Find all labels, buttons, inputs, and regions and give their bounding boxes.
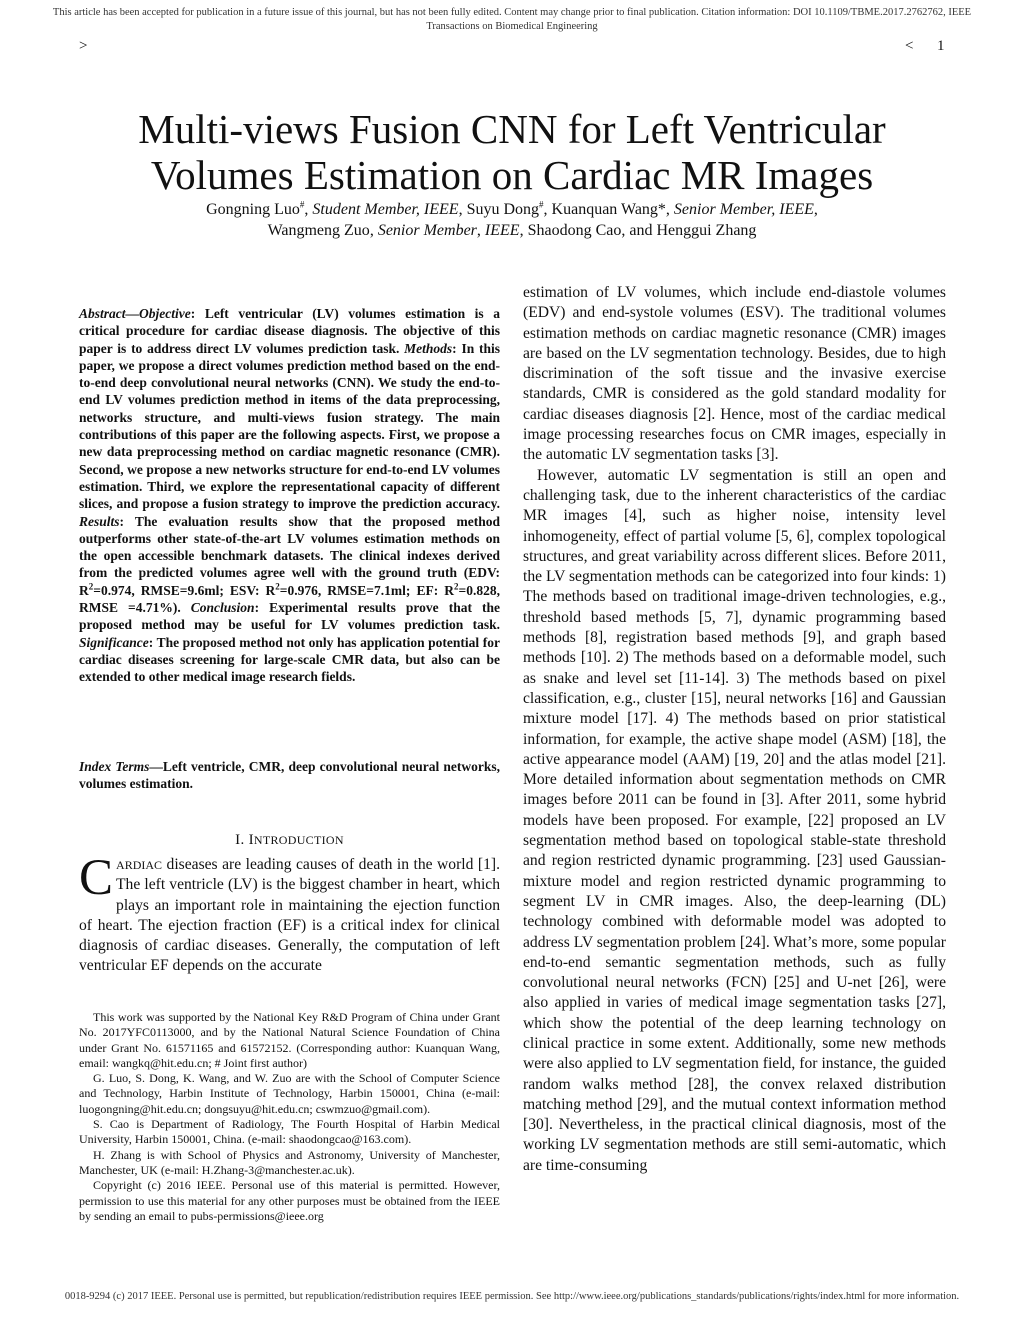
conclusion-text: : Experimental results prove that the proposed method may be useful for LV volumes prediction task. bbox=[79, 600, 500, 633]
banner-line-2: Transactions on Biomedical Engineering bbox=[426, 21, 598, 32]
author-4-role: Senior Member bbox=[377, 222, 477, 239]
section-title-initial: I bbox=[248, 832, 254, 848]
author-3: Kuanquan Wang* bbox=[551, 201, 666, 218]
objective-label: Objective bbox=[139, 306, 191, 321]
introduction-paragraph bbox=[79, 850, 500, 977]
abstract-label: Abstract— bbox=[79, 306, 140, 321]
results-text-b: =0.974, RMSE=9.6ml; ESV: R bbox=[93, 582, 276, 598]
results-text-d: =0.828, RMSE =4.71%). bbox=[79, 582, 500, 616]
footnotes bbox=[79, 1010, 500, 1224]
author-1-role: Student Member, IEEE bbox=[312, 201, 459, 218]
conclusion-label: Conclusion bbox=[190, 600, 255, 616]
methods-text: : In this paper, we propose a direct volumes prediction method based on the end-to-end deep convolutional neural networks (CNN). We study the end-to-end LV volumes prediction method in items of the data preprocessing, networks structure, and multi-views fusion strategy. The main contributions of this paper are the following aspects. First, we propose a new data preprocessing method on cardiac magnetic resonance (CMR). Second, we propose a new networks structure for end-to-end LV volumes estimation. Third, we explore the representational capacity of different slices, and propose a fusion strategy to improve the prediction accuracy. bbox=[79, 340, 500, 512]
index-terms bbox=[79, 758, 500, 793]
author-2-mark: # bbox=[539, 199, 544, 210]
section-heading-introduction bbox=[79, 832, 500, 849]
header-middle-marker: < bbox=[905, 38, 914, 54]
r-squared-1: 2 bbox=[88, 581, 94, 592]
paper-title bbox=[60, 106, 964, 198]
abstract bbox=[79, 305, 500, 686]
significance-label: Significance bbox=[79, 634, 149, 650]
objective-text: : Left ventricular (LV) volumes estimation is a critical procedure for cardiac disease diagnosis. The objective of this paper is to address direct LV volumes prediction task. bbox=[79, 306, 500, 356]
copyright-footer: 0018-9294 (c) 2017 IEEE. Personal use is permitted, but republication/redistribution requires IEEE permission. See http://www.ieee.org/publications_standards/publications/rights/index.html for more information. bbox=[64, 1291, 960, 1302]
author-1-mark: # bbox=[299, 199, 305, 210]
author-4: Wangmeng Zuo bbox=[267, 222, 370, 239]
footnote-affiliation-3: H. Zhang is with School of Physics and Astronomy, University of Manchester, Manchester, UK (e-mail: H.Zhang-3@manchester.ac.uk). bbox=[79, 1147, 500, 1177]
right-column bbox=[523, 283, 946, 1176]
results-text-c: =0.976, RMSE=7.1ml; EF: R bbox=[279, 582, 455, 598]
r-squared-2: 2 bbox=[275, 581, 280, 592]
intro-text: diseases are leading causes of death in the world [1]. The left ventricle (LV) is the biggest chamber in heart, which plays an important role in maintaining the ejection function of heart. The ejection fraction (EF) is a critical index for clinical diagnosis of cardiac diseases. Generally, the computation of left ventricular EF depends on the accurate bbox=[79, 856, 500, 975]
right-paragraph-1: estimation of LV volumes, which include end-diastole volumes (EDV) and end-systole volumes (ESV). The traditional volumes estimation methods on cardiac magnetic resonance (CMR) images are based on the LV segmentation technology. Besides, due to high discrimination of the soft tissue and the invasive exercise standards, CMR is considered as the gold standard modality for cardiac diseases diagnosis [2]. Hence, most of the cardiac medical image processing researches focus on CMR images, especially in the automatic LV segmentation tasks [3]. bbox=[523, 284, 946, 464]
footnote-affiliation-1: G. Luo, S. Dong, K. Wang, and W. Zuo are with the School of Computer Science and Technology, Harbin Institute of Technology, Harbin 150001, China (e-mail: luogongning@hit.edu.cn; dongsuyu@hit.edu.cn; cswmzuo@gmail.com). bbox=[79, 1071, 500, 1116]
intro-small-caps: ARDIAC bbox=[116, 858, 163, 872]
author-2: Suyu Dong bbox=[466, 201, 540, 218]
page-number: 1 bbox=[937, 38, 945, 54]
significance-text: : The proposed method not only has application potential for cardiac diseases screening for large-scale CMR data, but also can be extended to other medical image research fields. bbox=[79, 634, 500, 685]
author-4-role-2: IEEE bbox=[484, 222, 520, 239]
footnote-affiliation-2: S. Cao is Department of Radiology, The Fourth Hospital of Harbin Medical University, Harbin 150001, China. (e-mail: shaodongcao@163.com). bbox=[79, 1117, 500, 1147]
author-5-6: Shaodong Cao, and Henggui Zhang bbox=[527, 222, 757, 239]
footnote-copyright: Copyright (c) 2016 IEEE. Personal use of this material is permitted. However, permission to use this material for any other purposes must be obtained from the IEEE by sending an email to pubs-permissions@ieee.org bbox=[79, 1178, 500, 1223]
results-label: Results bbox=[79, 513, 120, 529]
banner-line-1: This article has been accepted for publication in a future issue of this journal, but has not been fully edited. Content may change prior to final publication. Citation information: DOI 10.1109/TBME.2017.2762762, IEEE bbox=[52, 7, 972, 18]
index-terms-label: Index Terms bbox=[79, 759, 150, 774]
drop-cap: C bbox=[79, 850, 114, 906]
right-paragraph-2: However, automatic LV segmentation is still an open and challenging task, due to the inherent characteristics of the cardiac MR images [4], such as higher noise, intensity level inhomogeneity, effect of partial volume [5, 6], complex topological structures, and great variability across different slices. Before 2011, the LV segmentation methods can be categorized into four kinds: 1) The methods based on traditional image-driven technologies, e.g., threshold based methods [5, 7], dynamic programming based methods [8], registration based methods [9], and graph based methods [10]. 2) The methods based on a deformable model, such as snake and level set [11-14]. 3) The methods based on pixel classification, e.g., cluster [15], neural networks [16] and Gaussian mixture model [17]. 4) The methods based on prior statistical information, for example, the active shape model (ASM) [18], the active appearance model (AAM) [19, 20] and the atlas model [21]. More detailed information about segmentation methods on CMR images before 2011 can be found in [3]. After 2011, some hybrid models have been proposed. For example, [22] proposed an LV segmentation method based on topological stable-state threshold and region restricted dynamic programming. [23] used Gaussian-mixture model and region restricted dynamic programming to segment LV in CMR images. Also, the deep-learning (DL) technology combined with deformable model was adopted to address LV segmentation problem [24]. What’s more, some popular end-to-end semantic segmentation methods, such as fully convolutional neural networks (FCN) [25] and U-net [26], were also applied in varies of medical image segmentation tasks [27], which show the potential of the deep learning technology on clinical practice in some extent. Additionally, some new methods were also applied to LV segmentation field, for instance, the guided random walks method [28], the convex relaxed distribution matching method [29], and the mutual context information method [30]. Nevertheless, in the practical clinical diagnosis, most of the working LV segmentation methods are still semi-automatic, which are time-consuming bbox=[523, 466, 946, 1174]
results-text-a: : The evaluation results show that the proposed method outperforms other state-of-the-art LV volumes estimation methods on the open accessible benchmark datasets. The clinical indexes derived from the predicted volumes agree well with the ground truth (EDV: R bbox=[79, 513, 500, 598]
author-list: Gongning Luo#, Student Member, IEEE, Suyu Dong#, Kuanquan Wang*, Senior Member, IEEE, Wangmeng Zuo, Senior Member, IEEE, Shaodong Cao, and Henggui Zhang bbox=[206, 199, 818, 239]
author-3-role: Senior Member, IEEE bbox=[673, 201, 814, 218]
section-title-rest: NTRODUCTION bbox=[253, 833, 344, 847]
section-number: I. bbox=[235, 832, 245, 848]
title-line-1: Multi-views Fusion CNN for Left Ventricular bbox=[138, 106, 886, 152]
index-terms-text: —Left ventricle, CMR, deep convolutional neural networks, volumes estimation. bbox=[79, 759, 500, 792]
methods-label: Methods bbox=[404, 340, 453, 356]
title-line-2: Volumes Estimation on Cardiac MR Images bbox=[150, 152, 874, 198]
author-1: Gongning Luo bbox=[206, 201, 300, 218]
publication-banner bbox=[0, 6, 1024, 34]
r-squared-3: 2 bbox=[454, 581, 459, 592]
footnote-funding: This work was supported by the National Key R&D Program of China under Grant No. 2017YFC0113000, and by the National Natural Science Foundation of China under Grant No. 61571165 and 61572152. (Corresponding author: Kuanquan Wang, email: wangkq@hit.edu.cn; # Joint first author) bbox=[79, 1010, 500, 1070]
header-left-marker: > bbox=[79, 38, 88, 54]
